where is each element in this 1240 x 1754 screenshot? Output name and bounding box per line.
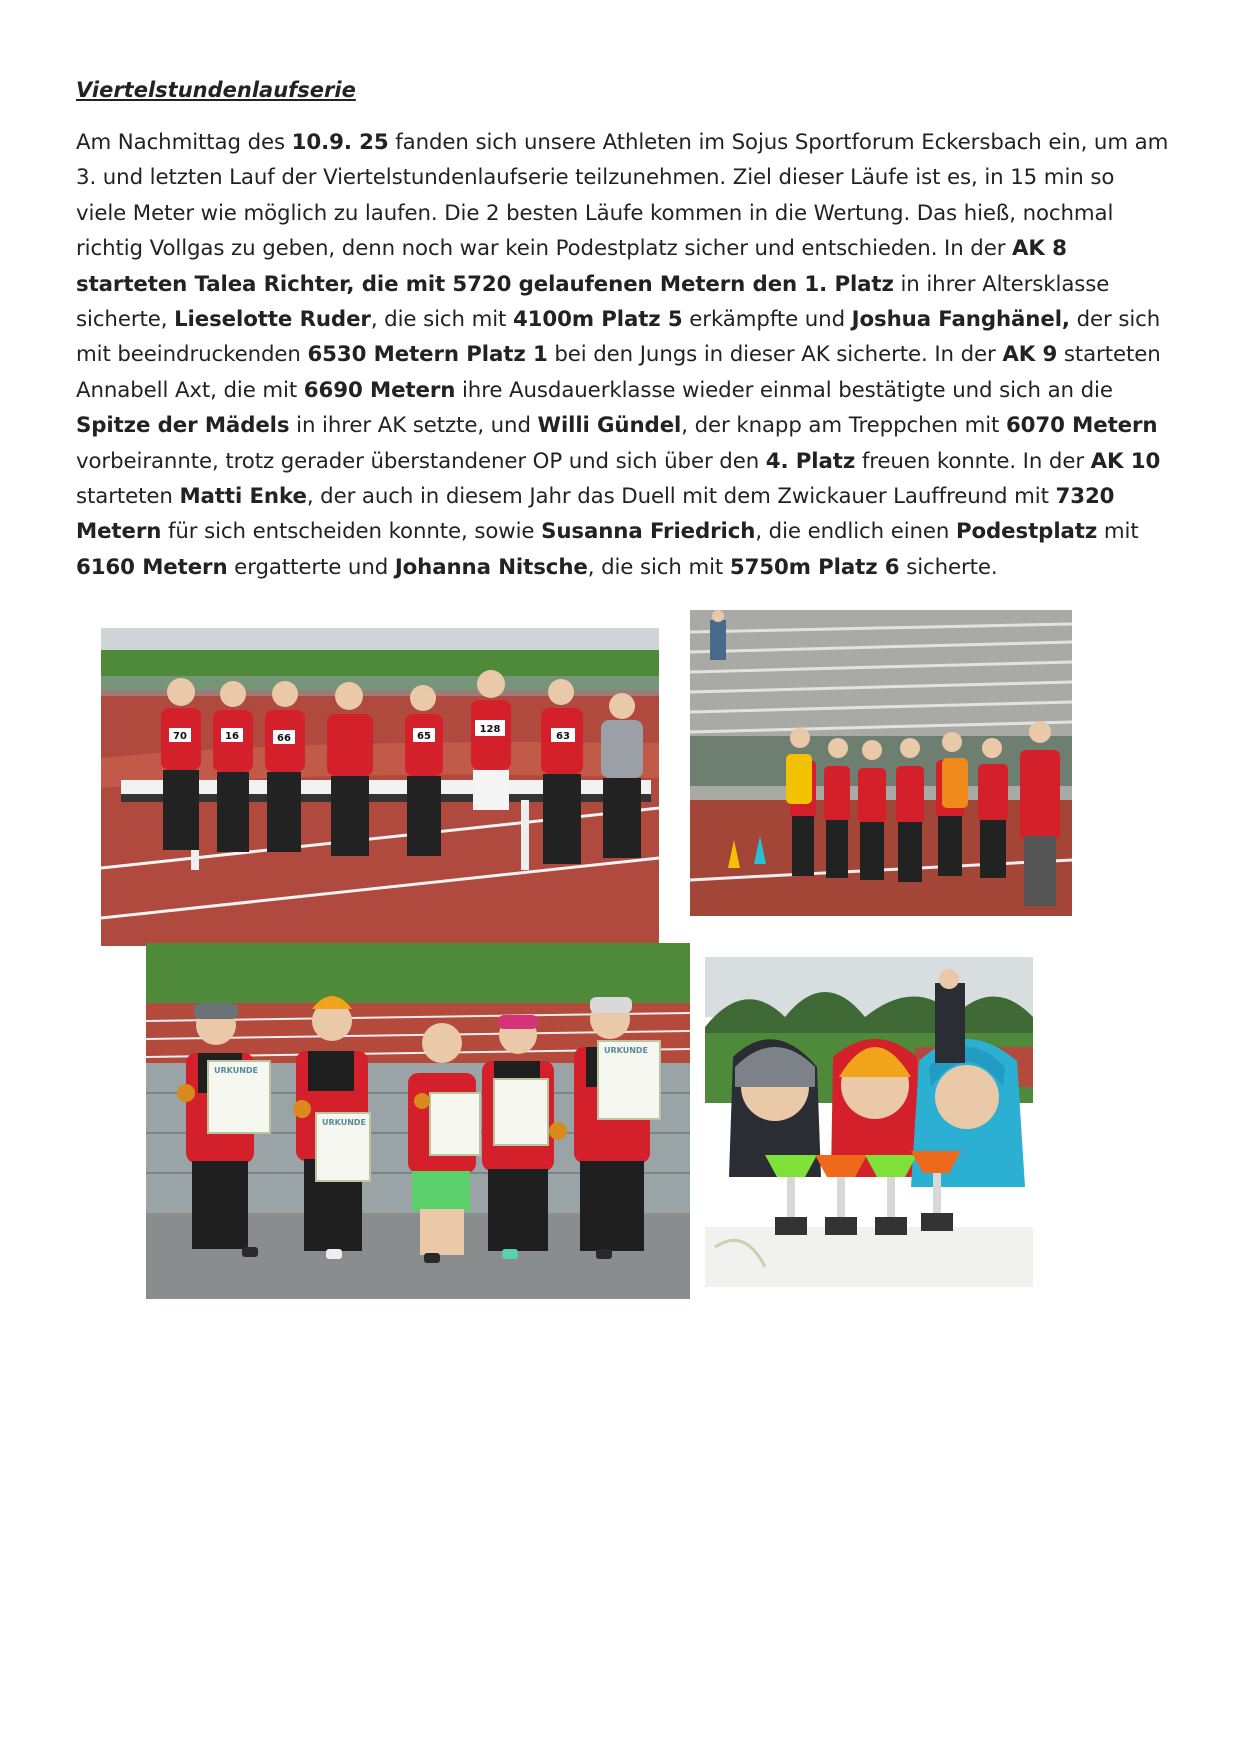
text-segment: 6070 Metern (1005, 413, 1158, 439)
text-segment: Willi Gündel (537, 413, 682, 439)
text-segment: mit (1097, 519, 1139, 545)
certificate-label: URKUNDE (604, 1046, 649, 1055)
text-segment: für sich entscheiden konnte, sowie (161, 519, 542, 545)
article-body (76, 125, 1171, 585)
text-segment: 4. Platz (765, 448, 856, 474)
text-segment: , die sich mit (587, 554, 730, 580)
text-segment: erkämpfte und (682, 307, 852, 333)
text-segment: vorbeirannte, trotz gerader überstandener OP und sich über den (76, 448, 766, 474)
text-segment: 6160 Metern (76, 554, 228, 580)
text-segment: AK 8 starteten Talea Richter, die mit 5720 gelaufenen Metern den 1. Platz (76, 236, 1067, 297)
text-segment: ergatterte und (227, 554, 395, 580)
text-segment: in ihrer Altersklasse sicherte, (76, 271, 1110, 333)
photo-start-line (690, 610, 1072, 916)
certificate-label: URKUNDE (214, 1066, 259, 1075)
text-segment: ihre Ausdauerklasse wieder einmal bestätigte und sich an die (455, 377, 1113, 403)
text-segment: 6530 Metern Platz 1 (307, 342, 548, 368)
text-segment: 4100m Platz 5 (512, 307, 683, 333)
article-title: Viertelstundenlaufserie (76, 78, 356, 102)
text-segment: bei den Jungs in dieser AK sicherte. In der (547, 342, 1003, 368)
text-segment: starteten (76, 484, 180, 510)
bib-number: 65 (417, 731, 431, 742)
photo-certificates (146, 943, 690, 1299)
photo-group-on-hurdle (101, 628, 659, 946)
text-segment: AK 9 (1002, 342, 1058, 368)
text-segment: Susanna Friedrich (541, 519, 756, 545)
photo-trophies (705, 937, 1033, 1287)
bib-number: 63 (556, 731, 570, 742)
text-segment: , die sich mit (370, 307, 513, 333)
text-segment: Johanna Nitsche (394, 554, 588, 580)
text-segment: Am Nachmittag des (76, 130, 292, 155)
text-segment: fanden sich unsere Athleten im Sojus Sportforum Eckersbach ein, um am 3. und letzten Lauf der Viertelstundenlaufserie teilzunehmen. Ziel dieser Läufe ist es, in 15 min so viele Meter wie möglich zu laufen. Die 2 besten Läufe kommen in die Wertung. Das hieß, nochmal richtig Vollgas zu geben, denn noch war kein Podestplatz sicher und entschieden. In der (76, 130, 1169, 262)
bib-number: 128 (479, 724, 501, 735)
text-segment: starteten Annabell Axt, die mit (76, 342, 1161, 403)
text-segment: , die endlich einen (755, 519, 956, 545)
text-segment: in ihrer AK setzte, und (289, 413, 538, 439)
text-segment: der sich mit beeindruckenden (76, 307, 1161, 368)
text-segment: 7320 Metern (76, 484, 1115, 545)
text-segment: 5750m Platz 6 (729, 554, 900, 580)
text-segment: 10.9. 25 (291, 130, 389, 155)
certificate-label: URKUNDE (322, 1118, 367, 1127)
bib-number: 16 (225, 731, 239, 742)
text-segment: freuen konnte. In der (855, 448, 1091, 474)
bib-number: 70 (173, 731, 187, 742)
text-segment: Joshua Fanghänel, (851, 307, 1070, 333)
text-segment: , der auch in diesem Jahr das Duell mit dem Zwickauer Lauffreund mit (306, 484, 1056, 510)
text-segment: Spitze der Mädels (76, 413, 290, 439)
text-segment: Podestplatz (956, 519, 1098, 545)
text-segment: Matti Enke (179, 484, 307, 510)
bib-number: 66 (277, 733, 291, 744)
text-segment: sicherte. (899, 554, 998, 580)
text-segment: AK 10 (1090, 448, 1161, 474)
text-segment: 6690 Metern (303, 377, 456, 403)
text-segment: Lieselotte Ruder (174, 307, 371, 333)
text-segment: , der knapp am Treppchen mit (681, 413, 1006, 439)
